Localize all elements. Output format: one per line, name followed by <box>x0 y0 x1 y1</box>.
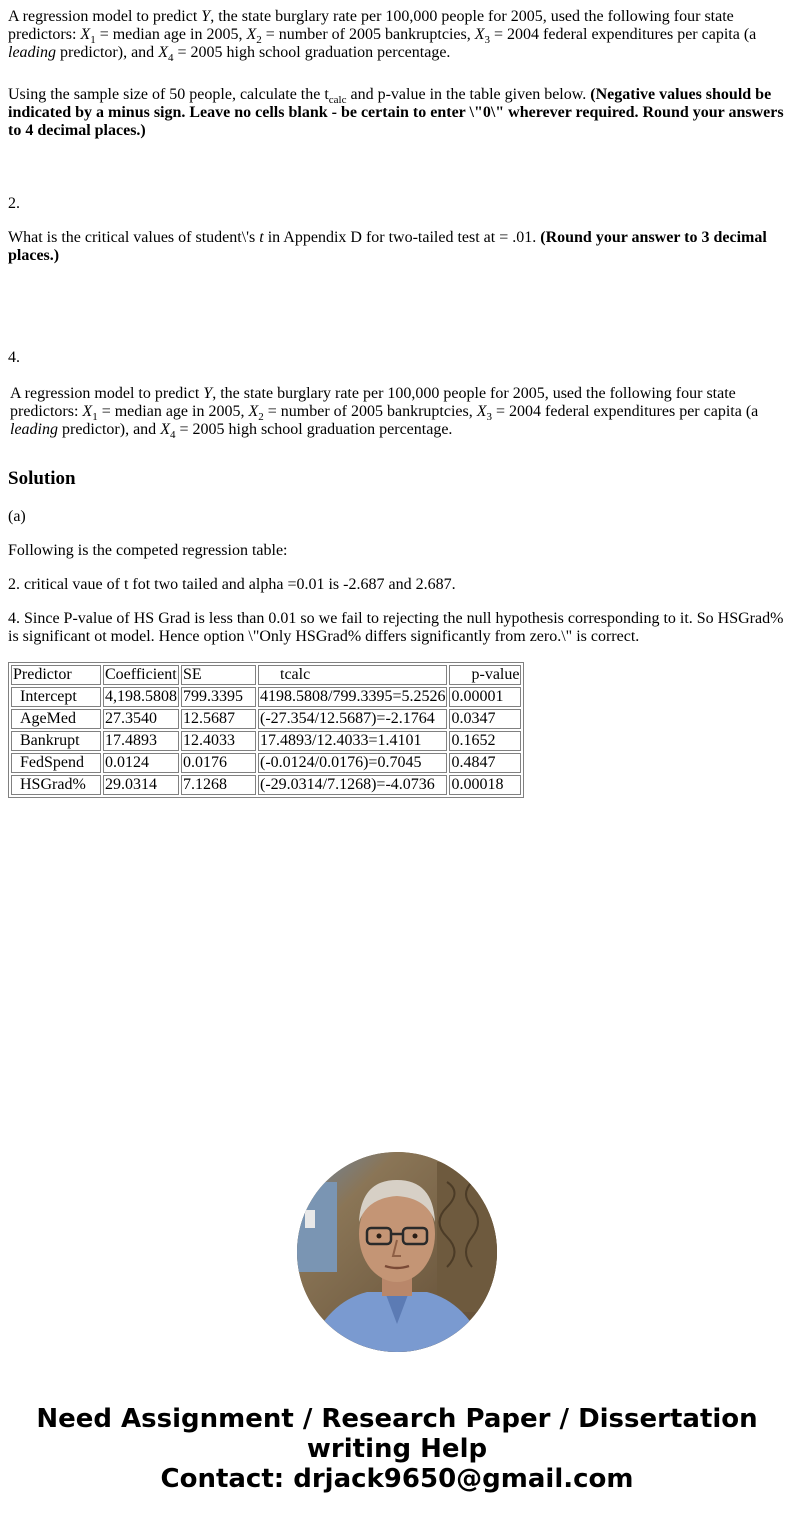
table-row <box>11 709 521 729</box>
table-cell-se: 12.5687 <box>181 709 256 729</box>
table-cell-se: 7.1268 <box>181 775 256 795</box>
table-cell-predictor: FedSpend <box>11 753 101 773</box>
table-cell-tcalc: (-27.354/12.5687)=-2.1764 <box>258 709 447 729</box>
table-row <box>11 753 521 773</box>
header-se: SE <box>181 665 256 685</box>
portrait-illustration <box>297 1152 497 1352</box>
table-cell-p-value: 0.1652 <box>449 731 521 751</box>
table-cell-p-value: 0.00018 <box>449 775 521 795</box>
table-cell-p-value: 0.0347 <box>449 709 521 729</box>
table-cell-coefficient: 29.0314 <box>103 775 179 795</box>
table-cell-predictor: Intercept <box>11 687 101 707</box>
author-photo <box>297 1152 497 1352</box>
intro-paragraph: A regression model to predict Y, the state burglary rate per 100,000 people for 2005, used the following four state predictors: $X_1$ = median age in 2005, $X_2$ = number of 2005 bankruptcies, $X_3 = 2004$ federal expenditures per capita (a leading predictor), and $X_4 = 2005$ high school graduation percentage. <box>8 8 757 64</box>
table-cell-se: 0.0176 <box>181 753 256 773</box>
footer-contact-email: Contact: drjack9650@gmail.com <box>160 1464 634 1494</box>
table-cell-tcalc: 4198.5808/799.3395=5.2526 <box>260 688 446 705</box>
table-cell-p-value: 0.4847 <box>449 753 521 773</box>
question-2-number: 2. <box>8 195 20 212</box>
contact-footer <box>0 1404 794 1494</box>
intro-paragraph-repeat: A regression model to predict Y, the state burglary rate per 100,000 people for 2005, used the following four state predictors: $X_1$ = median age in 2005, $X_2$ = number of 2005 bankruptcies, $X_3 = 2004$ federal expenditures per capita (a leading predictor), and $X_4 = 2005$ high school graduation percentage. <box>10 385 759 441</box>
table-cell-se: 12.4033 <box>181 731 256 751</box>
question-4-number: 4. <box>8 349 20 366</box>
table-cell-coefficient: 27.3540 <box>103 709 179 729</box>
footer-line-1: Need Assignment / Research Paper / Dissertation <box>36 1404 758 1434</box>
solution-part-a: (a) <box>8 508 26 525</box>
solution-answer-2: 2. critical vaue of t fot two tailed and alpha =0.01 is -2.687 and 2.687. <box>8 576 456 593</box>
table-cell-coefficient: 4,198.5808 <box>105 688 177 705</box>
header-coefficient: Coefficient <box>103 665 179 685</box>
table-cell-se: 799.3395 <box>181 687 256 707</box>
header-tcalc: tcalc <box>258 665 447 685</box>
footer-line-2: writing Help <box>306 1434 488 1464</box>
regression-table <box>8 662 524 798</box>
solution-heading: Solution <box>8 468 76 489</box>
table-row <box>11 687 521 707</box>
instruction-paragraph: Using the sample size of 50 people, calculate the $t_{calc}$ and p-value in the table given below. (Negative values should be indicated by a minus sign. Leave no cells blank - be certain to enter \"0\" wherever required. Round your answers to 4 decimal places.) <box>8 86 784 139</box>
question-2-text: What is the critical values of student\'s t in Appendix D for two-tailed test at = .01. (Round your answer to 3 decimal places.) <box>8 229 767 264</box>
header-predictor: Predictor <box>11 665 101 685</box>
table-cell-predictor: HSGrad% <box>11 775 101 795</box>
table-cell-tcalc: (-0.0124/0.0176)=0.7045 <box>258 753 447 773</box>
table-cell-tcalc: (-29.0314/7.1268)=-4.0736 <box>258 775 447 795</box>
header-p-value: p-value <box>449 665 521 685</box>
table-header-row <box>11 665 521 685</box>
table-cell-coefficient: 17.4893 <box>103 731 179 751</box>
table-cell-p-value: 0.00001 <box>449 687 521 707</box>
table-cell-predictor: AgeMed <box>11 709 101 729</box>
table-cell-tcalc: 17.4893/12.4033=1.4101 <box>258 731 447 751</box>
table-cell-coefficient: 0.0124 <box>103 753 179 773</box>
table-row <box>11 731 521 751</box>
solution-table-intro: Following is the competed regression table: <box>8 542 288 559</box>
solution-answer-4: 4. Since P-value of HS Grad is less than 0.01 so we fail to rejecting the null hypothesis corresponding to it. So HSGrad% is significant ot model. Hence option \"Only HSGrad% differs significantly from zero.\" is correct. <box>8 610 784 645</box>
table-cell-predictor: Bankrupt <box>11 731 101 751</box>
table-row <box>11 775 521 795</box>
